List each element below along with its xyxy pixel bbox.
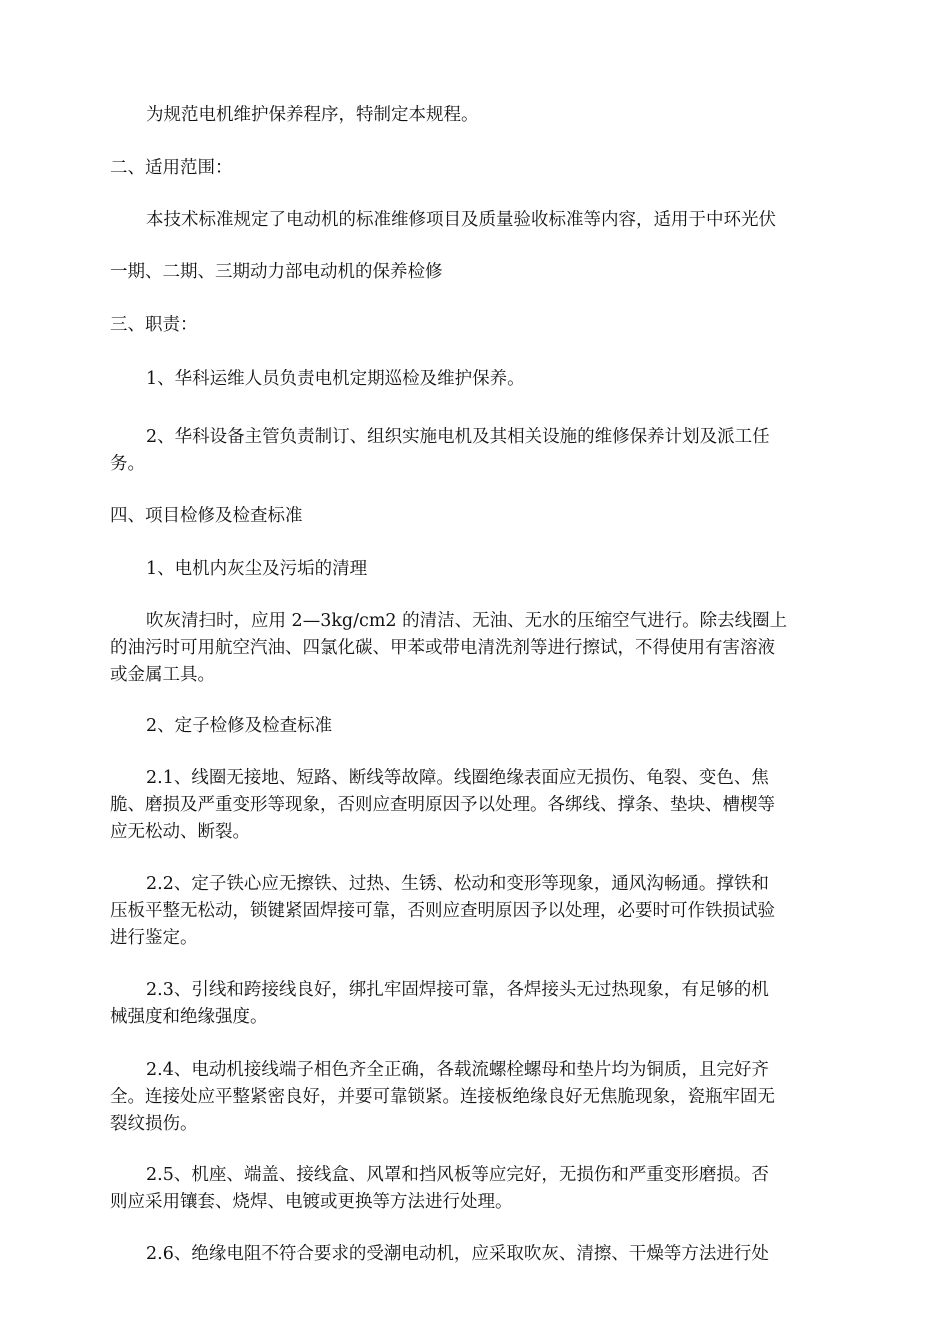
text-line: 2.6、绝缘电阻不符合要求的受潮电动机，应采取吹灰、清擦、干燥等方法进行处 xyxy=(146,1244,769,1264)
text-line: 二、适用范围： xyxy=(110,158,233,178)
text-line: 应无松动、断裂。 xyxy=(110,822,250,842)
text-line: 为规范电机维护保养程序，特制定本规程。 xyxy=(146,105,479,125)
paragraph-item-2-4 xyxy=(110,1057,890,1138)
text-line: 2.1、线圈无接地、短路、断线等故障。线圈绝缘表面应无损伤、龟裂、变色、焦 xyxy=(146,768,769,788)
text-line: 务。 xyxy=(110,454,145,474)
text-line: 三、职责： xyxy=(110,315,198,335)
paragraph-item-2-2 xyxy=(110,871,890,952)
section-heading-standards xyxy=(110,503,890,530)
section-heading-duties xyxy=(110,312,890,339)
paragraph-purpose xyxy=(110,102,890,129)
text-line: 2.3、引线和跨接线良好，绑扎牢固焊接可靠，各焊接头无过热现象，有足够的机 xyxy=(146,980,769,1000)
text-line: 裂纹损伤。 xyxy=(110,1114,198,1134)
paragraph-item-2-title xyxy=(110,713,890,740)
text-line: 1、电机内灰尘及污垢的清理 xyxy=(146,559,368,579)
paragraph-item-1-title xyxy=(110,556,890,583)
text-line: 脆、磨损及严重变形等现象，否则应查明原因予以处理。各绑线、撑条、垫块、槽楔等 xyxy=(110,795,775,815)
paragraph-item-2-5 xyxy=(110,1162,890,1216)
text-line: 四、项目检修及检查标准 xyxy=(110,506,303,526)
paragraph-duty-2 xyxy=(110,424,890,478)
text-line: 本技术标准规定了电动机的标准维修项目及质量验收标准等内容，适用于中环光伏 xyxy=(146,210,776,230)
text-line: 进行鉴定。 xyxy=(110,928,198,948)
text-line: 吹灰清扫时，应用 2—3kg/cm2 的清洁、无油、无水的压缩空气进行。除去线圈上 xyxy=(146,611,788,631)
paragraph-duty-1 xyxy=(110,366,890,393)
paragraph-scope xyxy=(110,207,890,234)
text-line: 2、定子检修及检查标准 xyxy=(146,716,333,736)
paragraph-item-2-6 xyxy=(110,1241,890,1268)
text-line: 2.2、定子铁心应无擦铁、过热、生锈、松动和变形等现象，通风沟畅通。撑铁和 xyxy=(146,874,769,894)
paragraph-item-2-3 xyxy=(110,977,890,1031)
text-line: 则应采用镶套、烧焊、电镀或更换等方法进行处理。 xyxy=(110,1192,513,1212)
paragraph-item-2-1 xyxy=(110,765,890,846)
paragraph-item-1-body xyxy=(110,608,890,689)
text-line: 2.5、机座、端盖、接线盒、风罩和挡风板等应完好，无损伤和严重变形磨损。否 xyxy=(146,1165,769,1185)
text-line: 或金属工具。 xyxy=(110,665,215,685)
text-line: 1、华科运维人员负责电机定期巡检及维护保养。 xyxy=(146,369,525,389)
text-line: 全。连接处应平整紧密良好，并要可靠锁紧。连接板绝缘良好无焦脆现象，瓷瓶牢固无 xyxy=(110,1087,775,1107)
text-line: 2.4、电动机接线端子相色齐全正确，各载流螺栓螺母和垫片均为铜质，且完好齐 xyxy=(146,1060,769,1080)
text-line: 2、华科设备主管负责制订、组织实施电机及其相关设施的维修保养计划及派工任 xyxy=(146,427,770,447)
text-line: 的油污时可用航空汽油、四氯化碳、甲苯或带电清洗剂等进行擦试，不得使用有害溶液 xyxy=(110,638,775,658)
text-line: 械强度和绝缘强度。 xyxy=(110,1007,268,1027)
section-heading-scope xyxy=(110,155,890,182)
text-line: 压板平整无松动，锁键紧固焊接可靠，否则应查明原因予以处理，必要时可作铁损试验 xyxy=(110,901,775,921)
text-line: 一期、二期、三期动力部电动机的保养检修 xyxy=(110,262,443,282)
paragraph-scope-cont xyxy=(110,259,890,286)
